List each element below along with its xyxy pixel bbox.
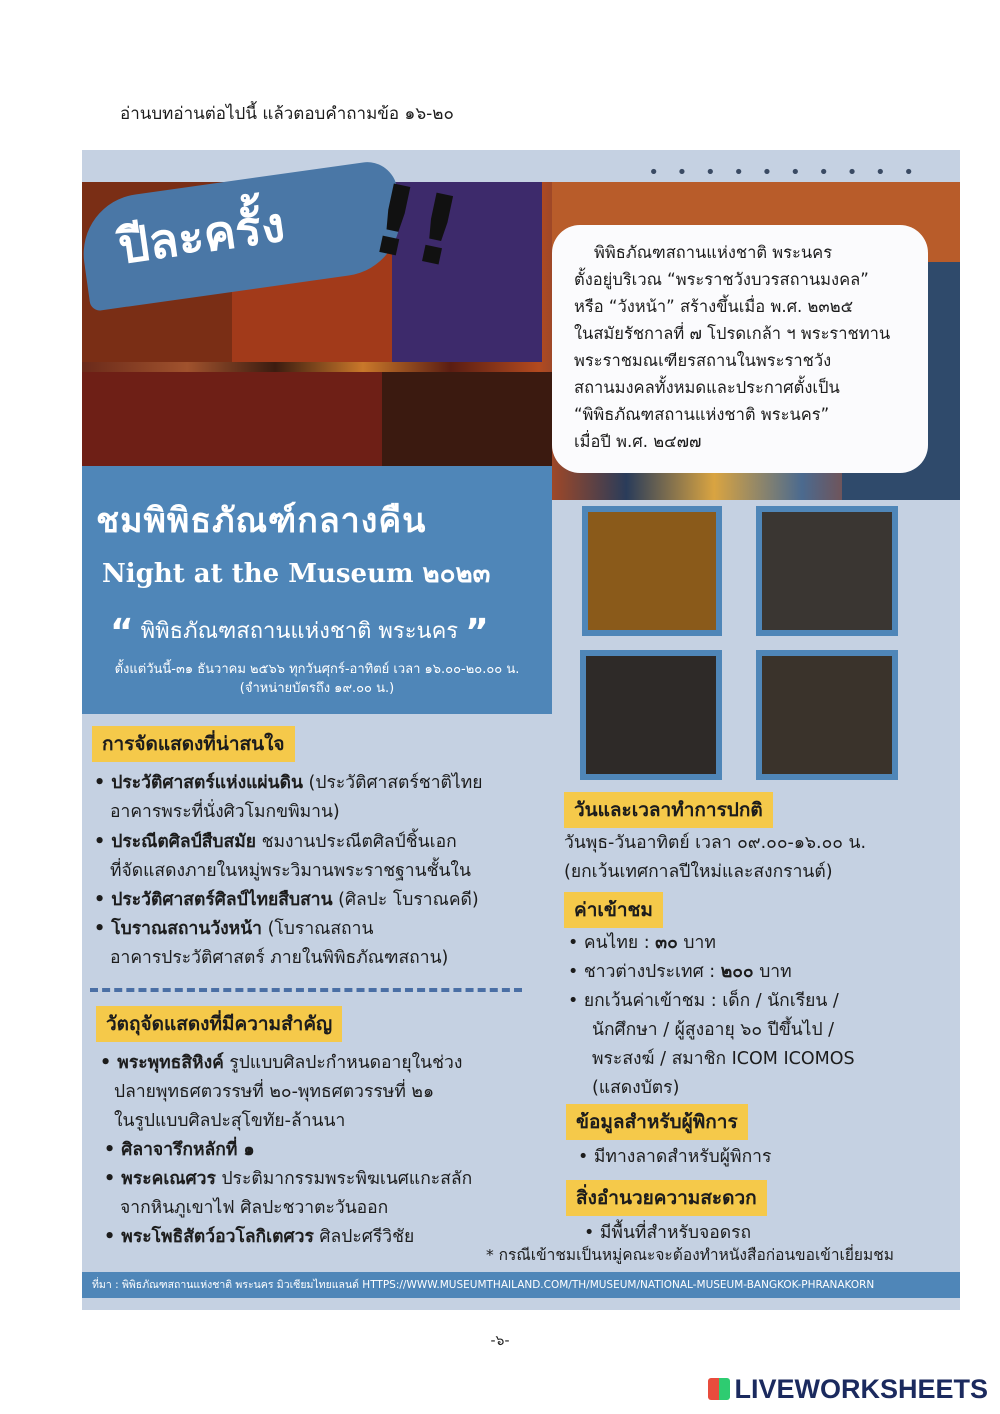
artifact-line	[104, 1222, 414, 1250]
museum-poster	[82, 150, 960, 1310]
ticket-note: (จำหน่ายบัตรถึง ๑๙.๐๐ น.)	[239, 681, 395, 696]
artifact-line	[120, 1193, 388, 1221]
exhibit-desc: ที่จัดแสดงภายในหมู่พระวิมานพระราชฐานชั้นใน	[110, 861, 471, 881]
fee-line: พระสงฆ์ / สมาชิก ICOM ICOMOS	[592, 1049, 855, 1069]
intro-line: พิพิธภัณฑสถานแห่งชาติ พระนคร	[594, 243, 833, 262]
artifact-desc: ในรูปแบบศิลปะสุโขทัย-ล้านนา	[114, 1111, 346, 1131]
fee-label: • ชาวต่างประเทศ :	[568, 962, 721, 982]
artifact-line	[114, 1106, 345, 1134]
title-thai: ชมพิพิธภัณฑ์กลางคืน	[96, 501, 427, 541]
artifact-desc: ศิลปะศรีวิชัย	[313, 1227, 415, 1247]
fee-line	[568, 928, 716, 956]
artifact-name: • ศิลาจารึกหลักที่ ๑	[104, 1140, 255, 1160]
fee-unit: บาท	[677, 933, 716, 953]
exhibit-desc: (ประวัติศาสตร์ชาติไทย	[302, 773, 483, 793]
intro-line: สถานมงคลทั้งหมดและประกาศตั้งเป็น	[574, 378, 840, 397]
exhibit-line	[110, 943, 448, 971]
source-bar: ที่มา : พิพิธภัณฑสถานแห่งชาติ พระนคร มิวเซียมไทยแลนด์ HTTPS://WWW.MUSEUMTHAILAND.COM/TH/MUSEUM/NATIONAL-MUSEUM-BANGKOK-PHRANAKORN	[82, 1272, 960, 1298]
intro-line: เมื่อปี พ.ศ. ๒๔๗๗	[574, 432, 702, 451]
artifact-name: • พระโพธิสัตว์อวโลกิเตศวร	[104, 1227, 314, 1247]
intro-line: “พิพิธภัณฑสถานแห่งชาติ พระนคร”	[574, 405, 830, 424]
exhibit-name: • ประวัติศาสตร์แห่งแผ่นดิน	[94, 773, 303, 793]
decorative-dots: • • • • • • • • • •	[648, 162, 920, 183]
artifacts-heading: วัตถุจัดแสดงที่มีความสำคัญ	[96, 1006, 342, 1042]
disabled-item: • มีทางลาดสำหรับผู้พิการ	[578, 1147, 772, 1167]
photo-bodhisattva-statue	[580, 650, 722, 780]
exhibits-heading: การจัดแสดงที่น่าสนใจ	[92, 726, 295, 762]
exhibit-line	[94, 914, 373, 942]
event-dates	[82, 660, 552, 698]
hours-line: วันพุธ-วันอาทิตย์ เวลา ๐๙.๐๐-๑๖.๐๐ น.	[564, 833, 867, 853]
artifact-name: • พระคเณศวร	[104, 1169, 216, 1189]
exhibit-line	[110, 856, 471, 884]
quote-close: ”	[465, 612, 489, 653]
fee-amount: ๓๐	[655, 933, 678, 953]
facilities-heading: สิ่งอำนวยความสะดวก	[566, 1180, 767, 1216]
exhibit-desc: (ศิลปะ โบราณคดี)	[332, 890, 479, 910]
fee-line: • ยกเว้นค่าเข้าชม : เด็ก / นักเรียน /	[568, 991, 839, 1011]
intro-line: ตั้งอยู่บริเวณ “พระราชวังบวรสถานมงคล”	[574, 270, 869, 289]
brand-name: LIVEWORKSHEETS	[734, 1374, 988, 1404]
fee-amount: ๒๐๐	[720, 962, 754, 982]
fee-label: • คนไทย :	[568, 933, 656, 953]
exhibit-line	[94, 827, 457, 855]
photo-stone-inscription	[756, 650, 898, 780]
quote-open: “	[110, 612, 134, 653]
liveworksheets-icon	[708, 1378, 730, 1400]
artifact-line	[104, 1135, 255, 1163]
exhibit-line	[94, 768, 482, 796]
disabled-heading: ข้อมูลสำหรับผู้พิการ	[566, 1104, 748, 1140]
artifact-line	[104, 1164, 472, 1192]
artifact-name: • พระพุทธสิหิงค์	[100, 1053, 224, 1073]
intro-box	[552, 225, 928, 473]
exhibit-desc: (โบราณสถาน	[262, 919, 374, 939]
exclamation-mark: !!	[361, 162, 471, 290]
banner-text: ปีละครั้ง	[114, 196, 289, 276]
intro-line: พระราชมณเฑียรสถานในพระราชวัง	[574, 351, 832, 370]
title-english: Night at the Museum ๒๐๒๓	[102, 559, 491, 589]
artifact-desc: รูปแบบศิลปะกำหนดอายุในช่วง	[223, 1053, 463, 1073]
exhibit-name: • โบราณสถานวังหน้า	[94, 919, 263, 939]
facilities-item: • มีพื้นที่สำหรับจอดรถ	[584, 1223, 752, 1243]
artifact-desc: จากหินภูเขาไฟ ศิลปะชวาตะวันออก	[120, 1198, 389, 1218]
event-date-line: ตั้งแต่วันนี้-๓๑ ธันวาคม ๒๕๖๖ ทุกวันศุกร์-อาทิตย์ เวลา ๑๖.๐๐-๒๐.๐๐ น.	[114, 662, 520, 677]
fee-line: (แสดงบัตร)	[592, 1078, 680, 1098]
venue-title	[110, 612, 489, 653]
exhibit-desc: อาคารประวัติศาสตร์ ภายในพิพิธภัณฑสถาน)	[110, 948, 449, 968]
group-visit-note: * กรณีเข้าชมเป็นหมู่คณะจะต้องทำหนังสือก่อนขอเข้าเยี่ยมชม	[486, 1246, 894, 1264]
fee-line: นักศึกษา / ผู้สูงอายุ ๖๐ ปีขึ้นไป /	[592, 1020, 835, 1040]
intro-line: ในสมัยรัชกาลที่ ๗ โปรดเกล้า ฯ พระราชทาน	[574, 324, 891, 343]
dashed-divider	[90, 988, 522, 992]
fee-unit: บาท	[753, 962, 792, 982]
artifact-desc: ปลายพุทธศตวรรษที่ ๒๐-พุทธศตวรรษที่ ๒๑	[114, 1082, 435, 1102]
intro-line: หรือ “วังหน้า” สร้างขึ้นเมื่อ พ.ศ. ๒๓๒๕	[574, 297, 854, 316]
instruction-text: อ่านบทอ่านต่อไปนี้ แล้วตอบคำถามข้อ ๑๖-๒๐	[120, 104, 454, 124]
artifact-desc: ประติมากรรมพระพิฆเนศแกะสลัก	[215, 1169, 473, 1189]
exhibit-line	[110, 797, 340, 825]
artifact-line	[100, 1048, 462, 1076]
photo-ganesha-statue	[756, 506, 898, 636]
exhibit-desc: ชมงานประณีตศิลป์ชิ้นเอก	[256, 832, 457, 852]
brand-logo	[708, 1374, 988, 1405]
artifact-line	[114, 1077, 434, 1105]
fee-heading: ค่าเข้าชม	[564, 892, 663, 928]
photo-buddha-image	[582, 506, 722, 636]
page-number: -๖-	[490, 1333, 510, 1349]
hours-heading: วันและเวลาทำการปกติ	[564, 792, 773, 828]
exhibit-name: • ประณีตศิลป์สืบสมัย	[94, 832, 256, 852]
exhibit-desc: อาคารพระที่นั่งศิวโมกขพิมาน)	[110, 802, 340, 822]
fee-line	[568, 957, 792, 985]
venue-name: พิพิธภัณฑสถานแห่งชาติ พระนคร	[140, 619, 459, 644]
exhibit-name: • ประวัติศาสตร์ศิลป์ไทยสืบสาน	[94, 890, 333, 910]
exhibit-line	[94, 885, 479, 913]
hours-line: (ยกเว้นเทศกาลปีใหม่และสงกรานต์)	[564, 862, 833, 882]
